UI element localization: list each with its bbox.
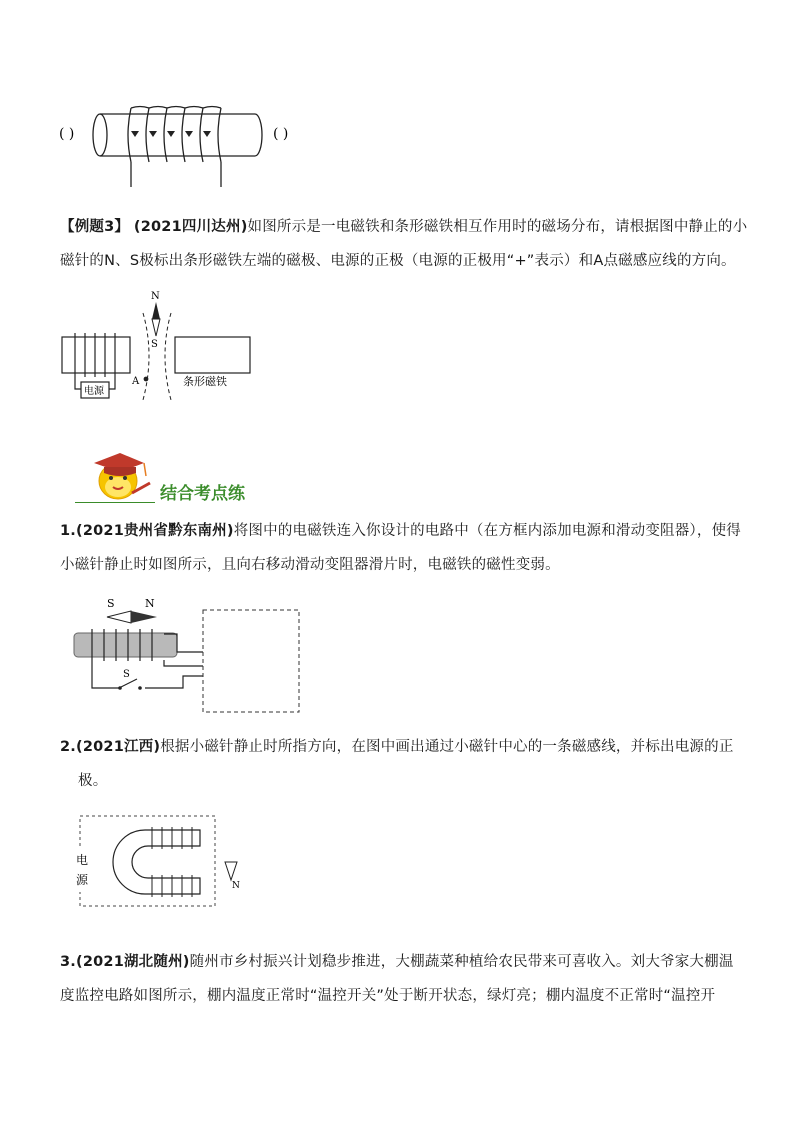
bar-magnet-label: 条形磁铁 bbox=[183, 375, 227, 388]
example3-line2: 磁针的N、S极标出条形磁铁左端的磁极、电源的正极（电源的正极用“+”表示）和A点磁感应线的方向。 bbox=[60, 253, 736, 269]
q3-line1: 3.(2021湖北随州)随州市乡村振兴计划稳步推进，大棚蔬菜种植给农民带来可喜收入。刘大爷家大棚温 bbox=[60, 954, 734, 970]
example3-line1: 【例题3】 (2021四川达州)如图所示是一电磁铁和条形磁铁相互作用时的磁场分布，请根据图中静止的小 bbox=[60, 219, 748, 235]
q3-line2: 度监控电路如图所示，棚内温度正常时“温控开关”处于断开状态，绿灯亮；棚内温度不正常时“温控开 bbox=[60, 988, 716, 1004]
power-label-b: 源 bbox=[76, 873, 89, 887]
u-magnet-figure bbox=[70, 812, 260, 912]
compass-s-label: S bbox=[151, 339, 158, 350]
q1-source: (2021贵州省黔东南州) bbox=[76, 523, 234, 539]
compass-needle-icon bbox=[225, 862, 237, 880]
point-a-icon bbox=[144, 377, 149, 382]
power-label-a: 电 bbox=[76, 853, 89, 867]
q2-line1: 2.(2021江西)根据小磁针静止时所指方向，在图中画出通过小磁针中心的一条磁感线，并标出电源的正 bbox=[60, 739, 734, 755]
q1-number: 1. bbox=[60, 523, 76, 539]
q2-source: (2021江西) bbox=[76, 739, 161, 755]
q2-number: 2. bbox=[60, 739, 76, 755]
section-underline bbox=[75, 502, 155, 503]
q1-line2: 小磁针静止时如图所示，且向右移动滑动变阻器滑片时，电磁铁的磁性变弱。 bbox=[60, 557, 560, 573]
solenoid-figure bbox=[55, 100, 315, 195]
needle-n-label: N bbox=[145, 597, 155, 610]
compass-needle-icon bbox=[131, 611, 157, 623]
q1-line1: 1.(2021贵州省黔东南州)将图中的电磁铁连入你设计的电路中（在方框内添加电源和滑动变阻器），使得 bbox=[60, 523, 741, 539]
compass-n-label: N bbox=[151, 291, 160, 302]
electromagnet-circuit-figure bbox=[65, 590, 315, 720]
needle-s-label: S bbox=[107, 597, 115, 610]
section-title: 结合考点练 bbox=[160, 484, 245, 504]
example3-tag: 【例题3】 bbox=[60, 219, 130, 235]
q2-line2: 极。 bbox=[78, 773, 108, 789]
electromagnet-bar-magnet-figure bbox=[55, 285, 265, 410]
mascot-icon bbox=[80, 445, 155, 507]
needle-n-label: N bbox=[232, 881, 240, 891]
example3-source: (2021四川达州) bbox=[133, 219, 248, 235]
right-pole-blank: ( ) bbox=[273, 126, 289, 142]
compass-needle-icon bbox=[152, 302, 160, 319]
q3-source: (2021湖北随州) bbox=[76, 954, 190, 970]
point-a-label: A bbox=[132, 376, 140, 387]
q3-number: 3. bbox=[60, 954, 76, 970]
switch-s-label: S bbox=[123, 669, 130, 680]
design-box bbox=[203, 610, 299, 712]
power-supply-label: 电源 bbox=[84, 386, 104, 397]
left-pole-blank: ( ) bbox=[59, 126, 75, 142]
